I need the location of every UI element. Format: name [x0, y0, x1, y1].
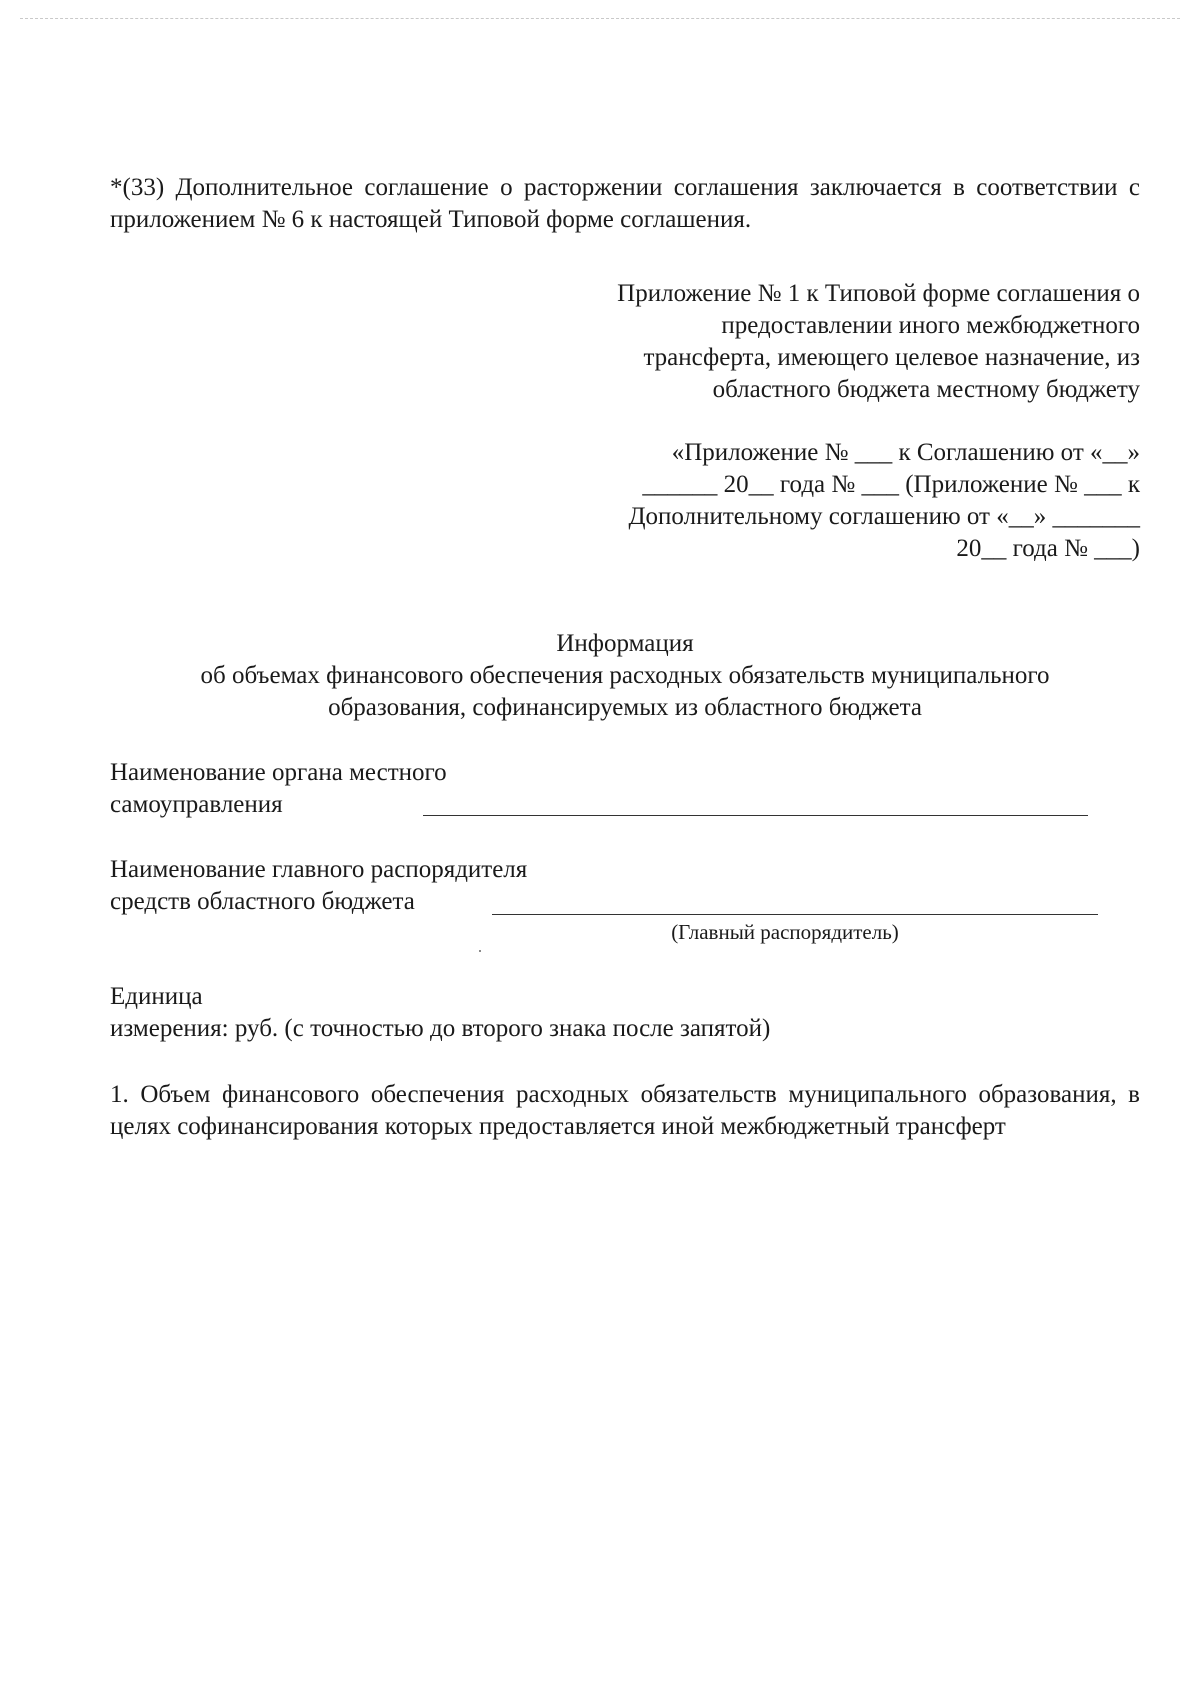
title-heading: Информация — [556, 630, 694, 657]
local-government-label-line: Наименование органа местного — [110, 759, 447, 786]
agreement-reference — [500, 437, 1140, 565]
appendix-header-line: предоставлении иного межбюджетного — [721, 312, 1140, 339]
appendix-header-line: Приложение № 1 к Типовой форме соглашения о — [617, 280, 1140, 307]
unit-line: измерения: руб. (с точностью до второго знака после запятой) — [110, 1015, 771, 1042]
chief-administrator-caption: (Главный распорядитель) — [671, 920, 899, 944]
document-title — [110, 628, 1140, 724]
local-government-label — [110, 757, 630, 821]
appendix-header-line: трансферта, имеющего целевое назначение, из — [643, 344, 1140, 371]
agreement-reference-line: «Приложение № ___ к Соглашению от «__» — [671, 439, 1140, 466]
chief-administrator-label-line: Наименование главного распорядителя — [110, 856, 528, 883]
chief-administrator-label — [110, 854, 630, 918]
scan-speck — [479, 950, 481, 952]
chief-administrator-label-line: средств областного бюджета — [110, 888, 415, 915]
unit-of-measure — [110, 981, 1140, 1045]
agreement-reference-line: Дополнительному соглашению от «__» _______ — [628, 503, 1140, 530]
unit-line: Единица — [110, 983, 203, 1010]
agreement-reference-line: 20__ года № ___) — [956, 535, 1140, 562]
appendix-header — [500, 278, 1140, 406]
scan-top-edge — [20, 18, 1180, 19]
footnote-33: *(33) Дополнительное соглашение о расторжении соглашения заключается в соответствии с приложением № 6 к настоящей Типовой форме соглашения. — [110, 174, 1140, 233]
title-subtitle-line: об объемах финансового обеспечения расходных обязательств муниципального — [200, 662, 1050, 689]
local-government-field-line — [423, 815, 1088, 816]
chief-administrator-field-line — [492, 914, 1098, 915]
title-subtitle-line: образования, софинансируемых из областного бюджета — [328, 694, 922, 721]
local-government-label-line: самоуправления — [110, 791, 283, 818]
appendix-header-line: областного бюджета местному бюджету — [712, 376, 1140, 403]
agreement-reference-line: ______ 20__ года № ___ (Приложение № ___ к — [642, 471, 1140, 498]
section-1: 1. Объем финансового обеспечения расходных обязательств муниципального образования, в целях софинансирования которых предоставляется иной межбюджетный трансферт — [110, 1081, 1140, 1140]
